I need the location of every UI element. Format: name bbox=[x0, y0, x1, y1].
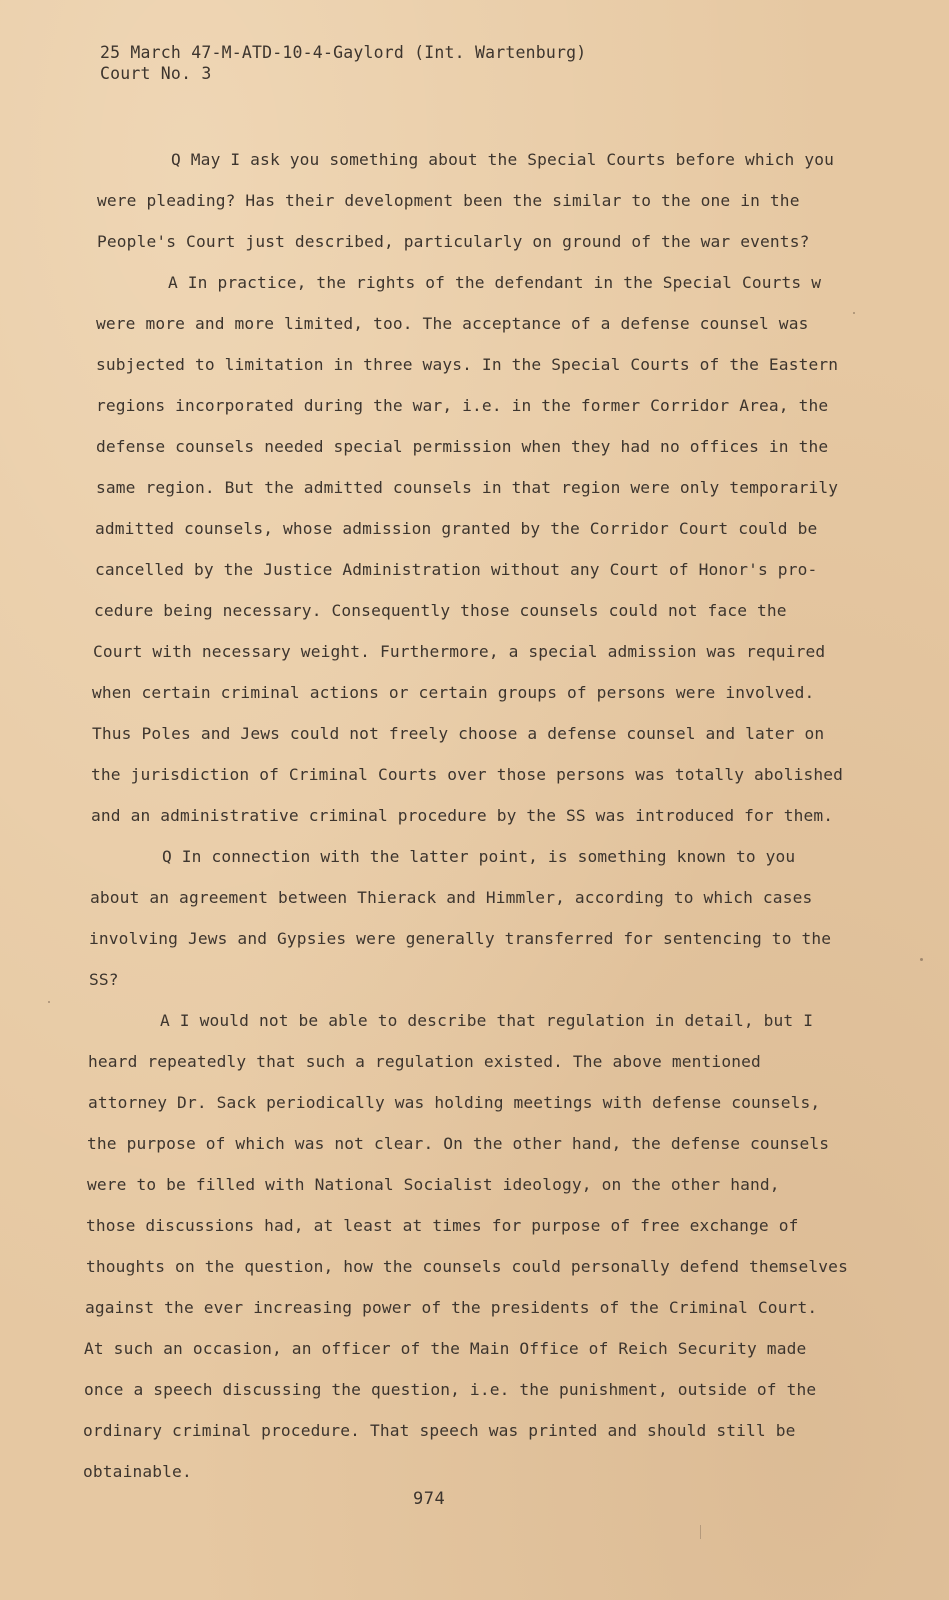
header-case-line: 25 March 47-M-ATD-10-4-Gaylord (Int. Wartenburg) bbox=[100, 43, 587, 62]
text-line: attorney Dr. Sack periodically was holding meetings with defense counsels, bbox=[88, 1093, 821, 1112]
text-line: SS? bbox=[89, 970, 119, 989]
text-line: were more and more limited, too. The acceptance of a defense counsel was bbox=[96, 314, 809, 333]
paper-scratch bbox=[700, 1525, 701, 1539]
text-line: same region. But the admitted counsels in that region were only temporarily bbox=[96, 478, 839, 497]
text-line: admitted counsels, whose admission granted by the Corridor Court could be bbox=[95, 519, 818, 538]
text-line: when certain criminal actions or certain groups of persons were involved. bbox=[92, 683, 815, 702]
text-line: those discussions had, at least at times for purpose of free exchange of bbox=[86, 1216, 799, 1235]
text-line: defense counsels needed special permission when they had no offices in the bbox=[96, 437, 829, 456]
text-line: Thus Poles and Jews could not freely choose a defense counsel and later on bbox=[92, 724, 825, 743]
text-line: against the ever increasing power of the presidents of the Criminal Court. bbox=[85, 1298, 818, 1317]
text-line: cancelled by the Justice Administration without any Court of Honor's pro- bbox=[95, 560, 818, 579]
paper-speck bbox=[920, 958, 923, 961]
document-header bbox=[100, 42, 586, 84]
text-line: involving Jews and Gypsies were generally transferred for sentencing to the bbox=[89, 929, 832, 948]
text-line: thoughts on the question, how the counsels could personally defend themselves bbox=[86, 1257, 848, 1276]
text-line: were to be filled with National Socialist ideology, on the other hand, bbox=[87, 1175, 780, 1194]
text-line: and an administrative criminal procedure by the SS was introduced for them. bbox=[91, 806, 834, 825]
text-line: Q In connection with the latter point, is something known to you bbox=[162, 847, 796, 866]
page-number: 974 bbox=[413, 1489, 446, 1509]
text-line: the purpose of which was not clear. On the other hand, the defense counsels bbox=[87, 1134, 830, 1153]
text-line: Q May I ask you something about the Special Courts before which you bbox=[171, 150, 835, 169]
text-line: subjected to limitation in three ways. In the Special Courts of the Eastern bbox=[96, 355, 839, 374]
text-line: obtainable. bbox=[83, 1462, 192, 1481]
text-line: regions incorporated during the war, i.e. in the former Corridor Area, the bbox=[96, 396, 829, 415]
text-line: A In practice, the rights of the defendant in the Special Courts w bbox=[168, 273, 822, 292]
paper-speck bbox=[48, 1001, 50, 1003]
text-line: were pleading? Has their development been the similar to the one in the bbox=[97, 191, 800, 210]
text-line: once a speech discussing the question, i.e. the punishment, outside of the bbox=[84, 1380, 817, 1399]
text-line: People's Court just described, particularly on ground of the war events? bbox=[97, 232, 810, 251]
paper-speck bbox=[853, 312, 855, 314]
text-line: Court with necessary weight. Furthermore, a special admission was required bbox=[93, 642, 826, 661]
text-line: heard repeatedly that such a regulation existed. The above mentioned bbox=[88, 1052, 761, 1071]
text-line: At such an occasion, an officer of the Main Office of Reich Security made bbox=[84, 1339, 807, 1358]
text-line: about an agreement between Thierack and Himmler, according to which cases bbox=[90, 888, 813, 907]
text-line: ordinary criminal procedure. That speech was printed and should still be bbox=[83, 1421, 796, 1440]
header-court-line: Court No. 3 bbox=[100, 64, 212, 83]
text-line: A I would not be able to describe that regulation in detail, but I bbox=[160, 1011, 814, 1030]
text-line: the jurisdiction of Criminal Courts over those persons was totally abolished bbox=[91, 765, 844, 784]
text-line: cedure being necessary. Consequently those counsels could not face the bbox=[94, 601, 787, 620]
